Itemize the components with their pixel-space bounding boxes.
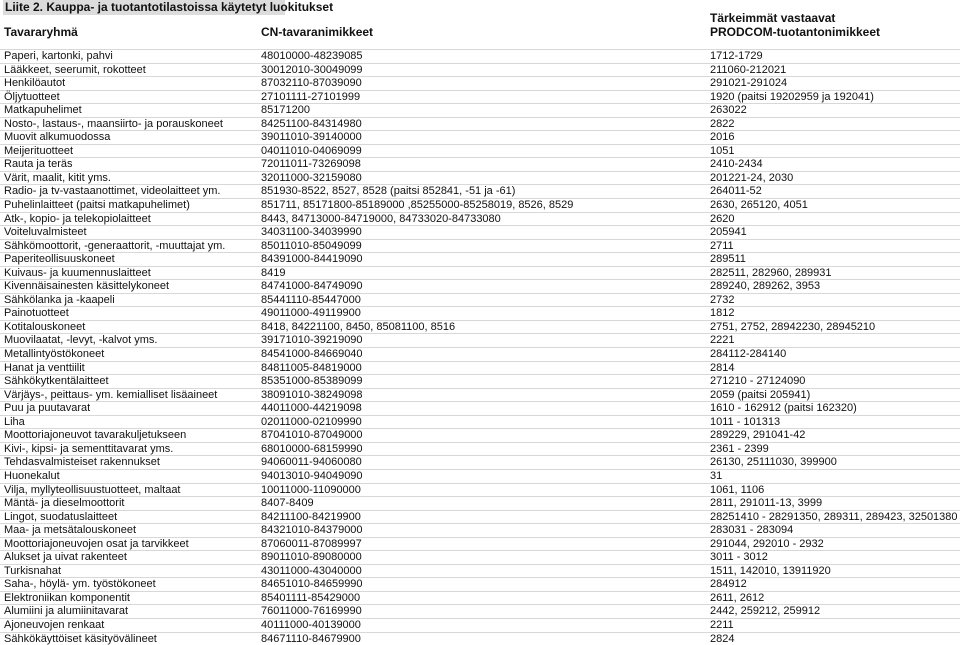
- table-row: [0, 212, 960, 226]
- prodcom-codes-cell: 2811, 291011-13, 3999: [710, 497, 823, 510]
- prodcom-codes-cell: 31: [710, 469, 723, 482]
- page-title: Liite 2. Kauppa- ja tuotantotilastoissa käytetyt luokitukset: [5, 0, 334, 14]
- product-group-cell: Moottoriajoneuvojen osat ja tarvikkeet: [4, 537, 189, 550]
- table-row: [0, 76, 960, 90]
- table-row: [0, 577, 960, 591]
- product-group-cell: Paperi, kartonki, pahvi: [4, 50, 113, 62]
- cn-codes-cell: 84811005-84819000: [261, 361, 362, 374]
- prodcom-codes-cell: 2620: [710, 212, 735, 225]
- table-row: [0, 171, 960, 185]
- table-row: [0, 428, 960, 442]
- table-row: [0, 564, 960, 578]
- prodcom-codes-cell: 2711: [710, 239, 734, 252]
- table-row: [0, 144, 960, 158]
- product-group-cell: Metallintyöstökoneet: [4, 348, 105, 361]
- product-group-cell: Muovit alkumuodossa: [4, 131, 111, 144]
- cn-codes-cell: 87032110-87039090: [261, 77, 362, 90]
- product-group-cell: Moottoriajoneuvot tavarakuljetukseen: [4, 429, 187, 442]
- prodcom-codes-cell: 2361 - 2399: [710, 442, 769, 455]
- prodcom-codes-cell: 2814: [710, 361, 735, 374]
- cn-codes-cell: 84211100-84219900: [261, 510, 361, 523]
- column-header-prodcom-line1: Tärkeimmät vastaavat: [710, 11, 836, 25]
- table-row: [0, 632, 960, 645]
- cn-codes-cell: 84741000-84749090: [261, 280, 363, 293]
- product-group-cell: Sähkölanka ja -kaapeli: [4, 293, 115, 306]
- product-group-cell: Lingot, suodatuslaitteet: [4, 510, 118, 523]
- cn-codes-cell: 34031100-34039990: [261, 226, 362, 239]
- prodcom-codes-cell: 289511: [710, 253, 746, 266]
- prodcom-codes-cell: 1712-1729: [710, 50, 763, 62]
- prodcom-codes-cell: 2410-2434: [710, 158, 763, 171]
- prodcom-codes-cell: 3011 - 3012: [710, 551, 768, 564]
- cn-codes-cell: 48010000-48239085: [261, 50, 363, 62]
- prodcom-codes-cell: 289229, 291041-42: [710, 429, 806, 442]
- table-row: [0, 455, 960, 469]
- cn-codes-cell: 851930-8522, 8527, 8528 (paitsi 852841, -51 ja -61): [261, 185, 516, 198]
- table-row: [0, 523, 960, 537]
- prodcom-codes-cell: 282511, 282960, 289931: [710, 266, 832, 279]
- prodcom-codes-cell: 28251410 - 28291350, 289311, 289423, 32501380: [710, 510, 958, 523]
- cn-codes-cell: 68010000-68159990: [261, 442, 363, 455]
- prodcom-codes-cell: 291044, 292010 - 2932: [710, 537, 824, 550]
- cn-codes-cell: 8419: [261, 266, 286, 279]
- product-group-cell: Paperiteollisuuskoneet: [4, 253, 115, 266]
- table-row: [0, 550, 960, 564]
- cn-codes-cell: 02011000-02109990: [261, 415, 362, 428]
- product-group-cell: Ajoneuvojen renkaat: [4, 618, 105, 631]
- product-group-cell: Sähkökäyttöiset käsityövälineet: [4, 632, 157, 645]
- table-row: [0, 49, 960, 63]
- table-row: [0, 157, 960, 171]
- column-header-cn-codes: CN-tavaranimikkeet: [261, 25, 374, 39]
- product-group-cell: Elektroniikan komponentit: [4, 591, 130, 604]
- table-row: [0, 483, 960, 497]
- cn-codes-cell: 8418, 84221100, 8450, 85081100, 8516: [261, 320, 456, 333]
- prodcom-codes-cell: 2059 (paitsi 205941): [710, 388, 811, 401]
- table-row: [0, 442, 960, 456]
- prodcom-codes-cell: 1511, 142010, 13911920: [710, 564, 831, 577]
- cn-codes-cell: 43011000-43040000: [261, 564, 362, 577]
- table-row: [0, 347, 960, 361]
- prodcom-codes-cell: 1061, 1106: [710, 483, 765, 496]
- product-group-cell: Tehdasvalmisteiset rakennukset: [4, 456, 160, 469]
- cn-codes-cell: 27101111-27101999: [261, 90, 361, 103]
- product-group-cell: Muovilaatat, -levyt, -kalvot yms.: [4, 334, 158, 347]
- column-header-product-group: Tavararyhmä: [4, 25, 78, 39]
- product-group-cell: Öljytuotteet: [4, 90, 60, 103]
- cn-codes-cell: 87041010-87049000: [261, 429, 363, 442]
- cn-codes-cell: 84321010-84379000: [261, 524, 363, 537]
- product-group-cell: Henkilöautot: [4, 77, 66, 90]
- table-row: [0, 401, 960, 415]
- cn-codes-cell: 38091010-38249098: [261, 388, 363, 401]
- product-group-cell: Painotuotteet: [4, 307, 69, 320]
- product-group-cell: Nosto-, lastaus-, maansiirto- ja porauskoneet: [4, 117, 223, 130]
- prodcom-codes-cell: 2824: [710, 632, 735, 645]
- prodcom-codes-cell: 263022: [710, 104, 747, 117]
- column-header-prodcom-line2: PRODCOM-tuotantonimikkeet: [710, 25, 881, 39]
- cn-codes-cell: 84651010-84659990: [261, 578, 363, 591]
- cn-codes-cell: 85441110-85447000: [261, 293, 361, 306]
- prodcom-codes-cell: 2442, 259212, 259912: [710, 605, 821, 618]
- product-group-cell: Lääkkeet, seerumit, rokotteet: [4, 63, 146, 76]
- prodcom-codes-cell: 2822: [710, 117, 735, 130]
- product-group-cell: Hanat ja venttiilit: [4, 361, 85, 374]
- cn-codes-cell: 30012010-30049099: [261, 63, 363, 76]
- product-group-cell: Turkisnahat: [4, 564, 62, 577]
- cn-codes-cell: 72011011-73269098: [261, 158, 361, 171]
- prodcom-codes-cell: 26130, 25111030, 399900: [710, 456, 837, 469]
- product-group-cell: Puu ja puutavarat: [4, 402, 91, 415]
- table-row: [0, 591, 960, 605]
- table-row: [0, 130, 960, 144]
- table-row: [0, 510, 960, 524]
- prodcom-codes-cell: 2732: [710, 293, 735, 306]
- table-row: [0, 618, 960, 632]
- product-group-cell: Kivi-, kipsi- ja sementtitavarat yms.: [4, 442, 174, 455]
- product-group-cell: Alukset ja uivat rakenteet: [4, 551, 127, 564]
- cn-codes-cell: 85351000-85389099: [261, 375, 363, 388]
- product-group-cell: Maa- ja metsätalouskoneet: [4, 524, 137, 537]
- cn-codes-cell: 44011000-44219098: [261, 402, 362, 415]
- prodcom-codes-cell: 1920 (paitsi 19202959 ja 192041): [710, 90, 874, 103]
- cn-codes-cell: 85171200: [261, 104, 310, 117]
- prodcom-codes-cell: 2611, 2612: [710, 591, 765, 604]
- cn-codes-cell: 84391000-84419090: [261, 253, 363, 266]
- cn-codes-cell: 04011010-04069099: [261, 144, 362, 157]
- product-group-cell: Kotitalouskoneet: [4, 320, 86, 333]
- prodcom-codes-cell: 271210 - 27124090: [710, 375, 806, 388]
- prodcom-codes-cell: 1812: [710, 307, 735, 320]
- prodcom-codes-cell: 284112-284140: [710, 348, 787, 361]
- table-row: [0, 333, 960, 347]
- prodcom-codes-cell: 1610 - 162912 (paitsi 162320): [710, 402, 857, 415]
- table-row: [0, 374, 960, 388]
- product-group-cell: Liha: [4, 415, 25, 428]
- table-row: [0, 225, 960, 239]
- prodcom-codes-cell: 2016: [710, 131, 735, 144]
- cn-codes-cell: 851711, 85171800-85189000 ,85255000-85258019, 8526, 8529: [261, 199, 574, 212]
- product-group-cell: Kuivaus- ja kuumennuslaitteet: [4, 266, 151, 279]
- prodcom-codes-cell: 2211: [710, 618, 734, 631]
- prodcom-codes-cell: 289240, 289262, 3953: [710, 280, 821, 293]
- cn-codes-cell: 89011010-89080000: [261, 551, 362, 564]
- cn-codes-cell: 94060011-94060080: [261, 456, 362, 469]
- cn-codes-cell: 10011000-11090000: [261, 483, 361, 496]
- product-group-cell: Sähkömoottorit, -generaattorit, -muuttajat ym.: [4, 239, 226, 252]
- product-group-cell: Radio- ja tv-vastaanottimet, videolaitteet ym.: [4, 185, 221, 198]
- product-group-cell: Voiteluvalmisteet: [4, 226, 87, 239]
- product-group-cell: Puhelinlaitteet (paitsi matkapuhelimet): [4, 199, 190, 212]
- table-row: [0, 469, 960, 483]
- cn-codes-cell: 40111000-40139000: [261, 618, 361, 631]
- table-row: [0, 266, 960, 280]
- prodcom-codes-cell: 284912: [710, 578, 747, 591]
- prodcom-codes-cell: 2751, 2752, 28942230, 28945210: [710, 320, 876, 333]
- table-row: [0, 184, 960, 198]
- table-row: [0, 537, 960, 551]
- prodcom-codes-cell: 291021-291024: [710, 77, 788, 90]
- cn-codes-cell: 84671110-84679900: [261, 632, 361, 645]
- cn-codes-cell: 8443, 84713000-84719000, 84733020-84733080: [261, 212, 501, 225]
- table-row: [0, 252, 960, 266]
- product-group-cell: Saha-, höylä- ym. työstökoneet: [4, 578, 156, 591]
- prodcom-codes-cell: 205941: [710, 226, 747, 239]
- cn-codes-cell: 85011010-85049099: [261, 239, 362, 252]
- prodcom-codes-cell: 1051: [710, 144, 735, 157]
- product-group-cell: Sähkökytkentälaitteet: [4, 375, 109, 388]
- cn-codes-cell: 32011000-32159080: [261, 171, 362, 184]
- product-group-cell: Värit, maalit, kitit yms.: [4, 171, 111, 184]
- prodcom-codes-cell: 264011-52: [710, 185, 762, 198]
- table-row: [0, 604, 960, 618]
- table-row: [0, 320, 960, 334]
- cn-codes-cell: 87060011-87089997: [261, 537, 362, 550]
- product-group-cell: Meijerituotteet: [4, 144, 74, 157]
- table-row: [0, 361, 960, 375]
- product-group-cell: Matkapuhelimet: [4, 104, 82, 117]
- cn-codes-cell: 84251100-84314980: [261, 117, 362, 130]
- cn-codes-cell: 94013010-94049090: [261, 469, 363, 482]
- cn-codes-cell: 8407-8409: [261, 497, 314, 510]
- product-group-cell: Rauta ja teräs: [4, 158, 73, 171]
- product-group-cell: Kivennäisainesten käsittelykoneet: [4, 280, 170, 293]
- cn-codes-cell: 76011000-76169990: [261, 605, 362, 618]
- classification-table: [0, 49, 960, 645]
- cn-codes-cell: 39011010-39140000: [261, 131, 362, 144]
- prodcom-codes-cell: 1011 - 101313: [710, 415, 781, 428]
- table-row: [0, 239, 960, 253]
- product-group-cell: Värjäys-, peittaus- ym. kemialliset lisäaineet: [4, 388, 218, 401]
- cn-codes-cell: 85401111-85429000: [261, 591, 361, 604]
- product-group-cell: Mäntä- ja dieselmoottorit: [4, 497, 125, 510]
- table-row: [0, 90, 960, 104]
- table-row: [0, 293, 960, 307]
- table-row: [0, 388, 960, 402]
- cn-codes-cell: 39171010-39219090: [261, 334, 363, 347]
- prodcom-codes-cell: 2221: [710, 334, 735, 347]
- table-row: [0, 415, 960, 429]
- prodcom-codes-cell: 2630, 265120, 4051: [710, 199, 808, 212]
- table-row: [0, 63, 960, 77]
- table-row: [0, 496, 960, 510]
- product-group-cell: Huonekalut: [4, 469, 60, 482]
- table-row: [0, 279, 960, 293]
- table-row: [0, 117, 960, 131]
- prodcom-codes-cell: 201221-24, 2030: [710, 171, 794, 184]
- prodcom-codes-cell: 211060-212021: [710, 63, 787, 76]
- product-group-cell: Alumiini ja alumiinitavarat: [4, 605, 129, 618]
- table-row: [0, 103, 960, 117]
- product-group-cell: Vilja, myllyteollisuustuotteet, maltaat: [4, 483, 181, 496]
- prodcom-codes-cell: 283031 - 283094: [710, 524, 794, 537]
- product-group-cell: Atk-, kopio- ja telekopiolaitteet: [4, 212, 151, 225]
- table-row: [0, 198, 960, 212]
- table-row: [0, 306, 960, 320]
- cn-codes-cell: 84541000-84669040: [261, 348, 363, 361]
- cn-codes-cell: 49011000-49119900: [261, 307, 361, 320]
